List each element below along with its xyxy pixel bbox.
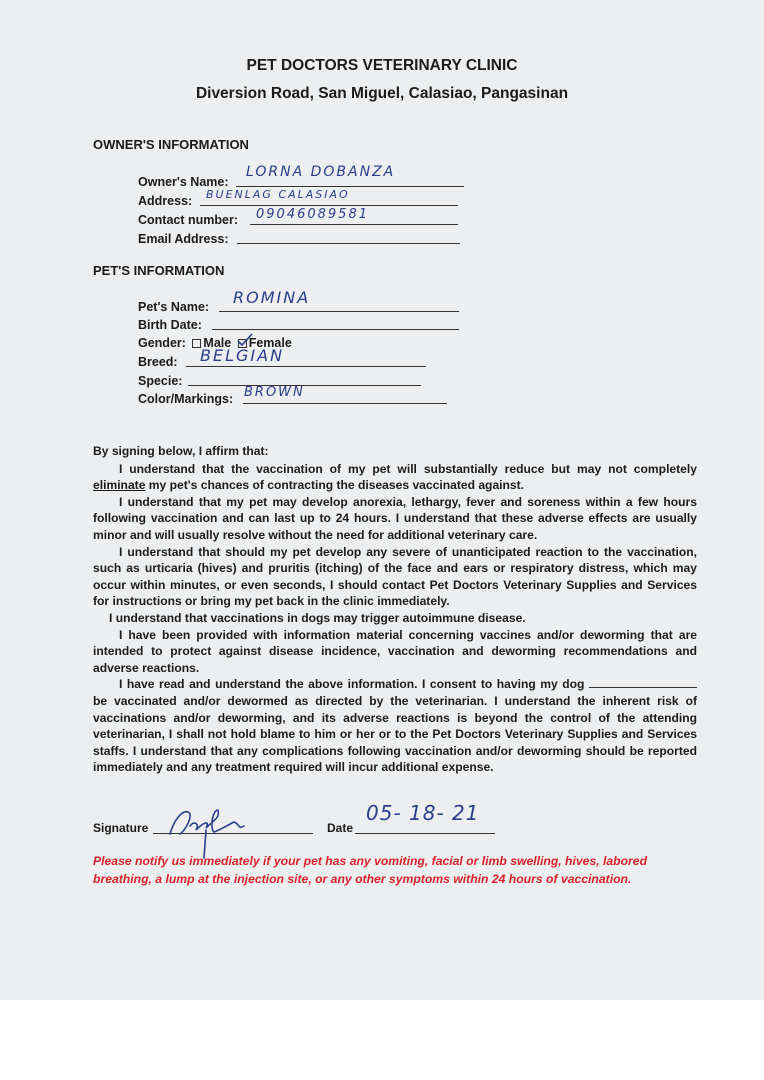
owner-name-value[interactable]: LORNA DOBANZA (246, 164, 396, 180)
owner-address-line (200, 205, 458, 206)
signature-label: Signature (93, 821, 149, 835)
owner-address-value[interactable]: BUENLAG CALASIAO (206, 188, 350, 201)
birth-date-line[interactable] (212, 329, 459, 330)
contact-number-value[interactable]: 09046089581 (256, 207, 369, 222)
affirmation-heading: By signing below, I affirm that: (93, 444, 269, 458)
affirmation-paragraph-2: I understand that my pet may develop anorexia, lethargy, fever and soreness within a few hours following vaccination and can last up to 24 hours. I understand that these adverse effects are usually minor and will usually resolve without the need for additional veterinary care. (93, 494, 697, 542)
color-markings-label: Color/Markings: (138, 392, 234, 406)
owner-address-label: Address: (138, 194, 193, 208)
notice-text: Please notify us immediately if your pet has any vomiting, facial or limb swelling, hives, labored breathing, a lump at the injection site, or any other symptoms within 24 hours of vaccination. (93, 854, 648, 886)
email-address-label: Email Address: (138, 232, 229, 246)
date-value[interactable]: 05- 18- 21 (366, 801, 480, 825)
color-markings-line (243, 403, 447, 404)
email-address-line[interactable] (237, 243, 460, 244)
birth-date-label: Birth Date: (138, 318, 202, 332)
contact-number-label: Contact number: (138, 213, 238, 227)
affirmation-paragraph-6: I have read and understand the above information. I consent to having my dog be vaccinated and/or dewormed as directed by the veterinarian. I understand the inherent risk of vaccinations and/or deworming, and its adverse reactions is beyond the control of the attending veterinarian, I shall not hold blame to him or her or to the Pet Doctors Veterinary Supplies and Services staffs. I understand that any complications following vaccination and/or deworming should be reported immediately and any treatment required will incur additional expense. (93, 677, 697, 775)
pet-section-title: PET'S INFORMATION (93, 263, 225, 278)
owner-section-title: OWNER'S INFORMATION (93, 137, 249, 152)
female-option-label: Female (248, 336, 292, 350)
pet-name-value[interactable]: ROMINA (233, 288, 311, 307)
date-line (355, 833, 495, 834)
gender-label: Gender: (138, 336, 186, 350)
date-label: Date (327, 821, 354, 835)
affirmation-paragraph-1: I understand that the vaccination of my pet will substantially reduce but may not completely eliminate my pet's chances of contracting the diseases vaccinated against. (93, 461, 697, 493)
breed-value[interactable]: BELGIAN (200, 346, 285, 365)
clinic-name: PET DOCTORS VETERINARY CLINIC (246, 57, 518, 74)
male-option-label: Male (203, 336, 232, 350)
owner-name-line (236, 186, 464, 187)
color-markings-value[interactable]: BROWN (244, 385, 305, 400)
pet-name-line (219, 311, 459, 312)
affirmation-text (93, 443, 697, 776)
owner-name-label: Owner's Name: (138, 175, 229, 189)
breed-label: Breed: (138, 355, 178, 369)
contact-number-line (250, 224, 458, 225)
affirmation-paragraph-5: I have been provided with information material concerning vaccines and/or deworming that are intended to protect against disease incidence, vaccination and deworming recommendations and adverse reactions. (93, 627, 697, 675)
dog-name-blank[interactable] (589, 677, 697, 688)
affirmation-paragraph-4: I understand that vaccinations in dogs may trigger autoimmune disease. (109, 610, 526, 625)
pet-name-label: Pet's Name: (138, 300, 210, 314)
affirmation-paragraph-3: I understand that should my pet develop any severe of unanticipated reaction to the vaccination, such as urticaria (hives) and pruritis (itching) of the face and ears or respiratory distress, which may occur within minutes, or even seconds, I should contact Pet Doctors Veterinary Supplies and Services for instructions or bring my pet back in the clinic immediately. (93, 544, 697, 609)
breed-line (186, 366, 426, 367)
clinic-address: Diversion Road, San Miguel, Calasiao, Pangasinan (195, 85, 569, 102)
specie-label: Specie: (138, 374, 183, 388)
